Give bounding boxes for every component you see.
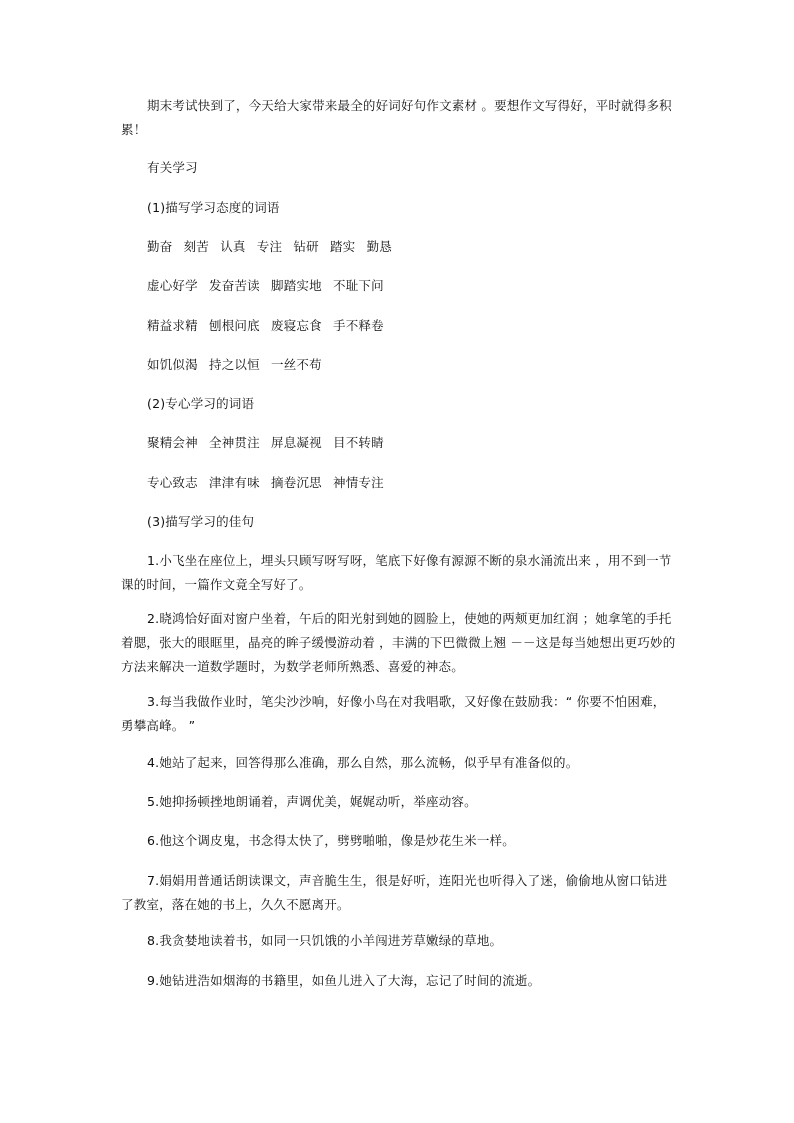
word: 手不释卷 bbox=[333, 318, 384, 333]
word: 刻苦 bbox=[183, 239, 209, 254]
word: 全神贯注 bbox=[209, 435, 260, 450]
word: 废寝忘食 bbox=[271, 318, 322, 333]
example-sentence: 1.小飞坐在座位上，埋头只顾写呀写呀，笔底下好像有源源不断的泉水涌流出来 ，用不到一节课的时间，一篇作文竟全写好了。 bbox=[121, 553, 672, 592]
example-sentence: 8.我贪婪地读着书，如同一只饥饿的小羊闯进芳草嫩绿的草地。 bbox=[147, 933, 503, 948]
word-list-line bbox=[121, 353, 676, 377]
intro-paragraph: 期末考试快到了，今天给大家带来最全的好词好句作文素材 。要想作文写得好，平时就得多积累！ bbox=[121, 98, 672, 137]
word-list-line bbox=[121, 235, 676, 259]
word: 刨根问底 bbox=[209, 318, 260, 333]
subsection-title-focus: (2)专心学习的词语 bbox=[147, 396, 255, 411]
word: 持之以恒 bbox=[209, 357, 260, 372]
word: 专心致志 bbox=[147, 475, 198, 490]
example-sentence: 5.她抑扬顿挫地朗诵着，声调优美，娓娓动听，举座动容。 bbox=[147, 794, 477, 809]
word-list-line bbox=[121, 431, 676, 455]
word: 聚精会神 bbox=[147, 435, 198, 450]
word-list-line bbox=[121, 314, 676, 338]
word: 神情专注 bbox=[333, 475, 384, 490]
word: 津津有味 bbox=[209, 475, 260, 490]
word: 不耻下问 bbox=[333, 278, 384, 293]
subsection-title-attitude: (1)描写学习态度的词语 bbox=[147, 200, 280, 215]
word: 踏实 bbox=[329, 239, 356, 254]
word: 屏息凝视 bbox=[271, 435, 322, 450]
example-sentence: 9.她钻进浩如烟海的书籍里，如鱼儿进入了大海，忘记了时间的流逝。 bbox=[147, 973, 541, 988]
word-list-line bbox=[121, 274, 676, 298]
word: 勤奋 bbox=[147, 239, 173, 254]
word: 目不转睛 bbox=[333, 435, 384, 450]
word: 脚踏实地 bbox=[271, 278, 322, 293]
word-list-line bbox=[121, 471, 676, 495]
example-sentence: 3.每当我做作业时，笔尖沙沙响，好像小鸟在对我唱歌，又好像在鼓励我：“ 你要不怕困难，勇攀高峰。 ” bbox=[121, 694, 666, 733]
word: 精益求精 bbox=[147, 318, 198, 333]
word: 认真 bbox=[220, 239, 246, 254]
word: 如饥似渴 bbox=[147, 357, 198, 372]
example-sentence: 6.他这个调皮鬼，书念得太快了，劈劈啪啪，像是炒花生米一样。 bbox=[147, 833, 515, 848]
subsection-title-sentences: (3)描写学习的佳句 bbox=[147, 514, 255, 529]
word: 发奋苦读 bbox=[209, 278, 260, 293]
example-sentence: 7.娟娟用普通话朗读课文，声音脆生生，很是好听，连阳光也听得入了迷，偷偷地从窗口钻进了教室，落在她的书上，久久不愿离开。 bbox=[121, 873, 668, 912]
word: 一丝不苟 bbox=[271, 357, 322, 372]
example-sentence: 4.她站了起来，回答得那么准确，那么自然，那么流畅，似乎早有准备似的。 bbox=[147, 755, 579, 770]
word: 虚心好学 bbox=[147, 278, 198, 293]
word: 勤恳 bbox=[366, 239, 392, 254]
word: 专注 bbox=[256, 239, 283, 254]
word: 钻研 bbox=[293, 239, 319, 254]
example-sentence: 2.晓鸿恰好面对窗户坐着，午后的阳光射到她的圆脸上，使她的两颊更加红润 ；她拿笔的手托着腮，张大的眼眶里，晶亮的眸子缓慢游动着 ，丰满的下巴微微上翘 －－这是每当她想出更巧妙的方法来解决一道数学题时，为数学老师所熟悉、喜爱的神态。 bbox=[121, 611, 676, 674]
word: 摘卷沉思 bbox=[271, 475, 322, 490]
section-heading: 有关学习 bbox=[147, 160, 198, 175]
